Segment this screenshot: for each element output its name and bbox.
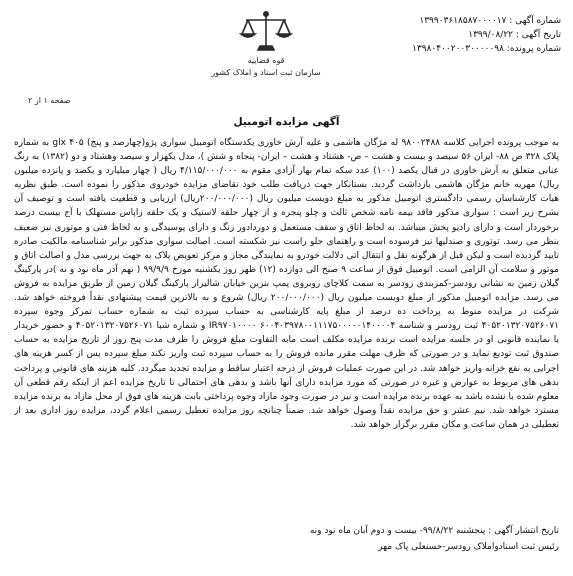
ad-date-label: تاریخ آگهی : xyxy=(515,30,561,40)
registration-org-label: سازمان ثبت اسناد و املاک کشور xyxy=(211,68,321,77)
publish-date: تاریخ انتشار آگهی : پنجشنبه ۹۹/۸/۲۲- بیست و دوم آبان ماه نود ونه xyxy=(309,526,559,536)
file-number-label: شماره پرونده: xyxy=(506,44,561,54)
judiciary-emblem xyxy=(211,8,321,92)
signature-line: رئیس ثبت اسنادواملاک رودسر-حسنعلی پاک مهر xyxy=(378,542,559,552)
judiciary-label: قوه قضاییه xyxy=(247,56,285,65)
ad-date-row xyxy=(311,28,561,42)
page-indicator: صفحه ۱ از ۲ xyxy=(28,96,71,105)
auction-body-text: به موجب پرونده اجرایی کلاسه ۹۸۰۰۲۴۸۸ له مژگان هاشمی و علیه آرش خاوری یکدستگاه اتومبیل سواری پژو(چهارصد و پنج) ۴۰۵ glx به شماره پلاک ۳۲۸ ص ۸۸- ایران ۵۶ سیصد و بیست و هشت – ص- هشتاد و هشت – ایران- پنجاه و شش )، مدل یکهزار و سیصد وهشتاد و دو (۱۳۸۲) به رنگ عنابی متعلق به آرش خاوری در قبال یکصد (۱۰۰) عدد سکه تمام بهار آزادی مقوم به ۴/۱۱۵/۰۰۰/۰۰۰ ریال ( چهار میلیارد و یکصد و پانزده میلیون ریال) مهریه خانم مژگان هاشمی بازداشت گردید. بستانکار جهت دریافت طلب خود تقاضای مزایده خودروی مذکور را نموده است. طبق نظریه هیات کارشناسان رسمی دادگستری اتومبیل مذکور به مبلغ دویست میلیون ریال (۲۰۰/۰۰۰/۰۰۰ریال) ارزیابی و قطعیت یافته است و توصیف آن بشرح زیر است : سواری مذکور فاقد بیمه نامه شخص ثالث و چلو پنجره و از چهار حلقه لاستیک و یک حلقه زاپاس مستهلک با آج بیست درصد برخوردار است و دارای رادیو پخش میباشد. به لحاظ اتاق و سقف مستعمل و دوردادور رنگ و دارای پوسیدگی و به لحاظ فنی و موتوری نیز ضعیف بنظر می رسد. توتوری و صندلیها نیز فرسوده است و راهنمای جلو راست نیز شکسته است. اصالت سواری مذکور برابر شناسنامه مالکیت صادره تایید گردیده است و لیکن قبل از هرگونه نقل و انتقال اتی دلالت خودرو به نمایندگی مجاز و مرکز تعویض پلاک به جهت بررسی مدل و اصالت اتاق و موتور و سلامت آن الزامی است. اتومبیل فوق از ساعت ۹ صبح الی دوازده (۱۲) ظهر روز یکشنبه مورخ ۹۹/۹/۹ ( نهم آذر ماه نود و نه )در پارکینگ گیلان زمین به نشانی رودسر-کمربندی رودسر به سمت کلاچای روبروی پمپ بنزین خیابان شالیزار پارکینگ گیلان زمین از طریق مزایده به فروش می رسد. مزایده اتومبیل مذکور از مبلغ دویست میلیون ریال (۲۰۰/۰۰۰/۰۰۰ ریال) شروع و به بالاترین قیمت پیشنهادی نقداً فروخته خواهد شد. شرکت در مزایده منوط به پرداخت ده درصد از مبلغ پایه کارشناسی به حساب سپرده ثبت به شماره حساب تمرکز وجوه سپرده ۴۰۵۲۰۱۳۲۰۷۵۲۶۰۷۱ ثبت رودسر و شناسه ۶۰۰۴۰۳۹۷۸۰۰۱۱۱۷۵۰۰۰۰۰۱۴۰۰۰۰۴ IR۹۷۰۱۰۰۰۰ و شماره شبا ۴۰۵۲۰۱۳۲۰۷۵۲۶۰۷۱ و حضور خریدار یا نماینده قانونی او در جلسه مزایده است برنده مزایده مکلف است مابه التفاوت مبلغ فروش را ظرف مدت پنج روز از تاریخ مزایده به حساب صندوق ثبت تودیع نماید و در صورتی که ظرف مهلت مقرر مانده فروش را به حساب سپرده ثبت واریز نکند مبلغ سپرده پس از کسر هزینه های اجرایی به نفع خزانه واریز خواهد شد. در این صورت عملیات فروش از درجه اعتبار ساقط و مزایده تجدید میگردد. کلیه هزینه های قانونی و پرداخت بدهی های مربوط به عوارض و غیره در صورتی که مورد مزایده دارای آنها باشد و بدهی های احتمالی تا تاریخ مزایده اعم از اینکه رقم قطعی آن معلوم شده یا نشده باشد به عهده برنده مزایده است و نیز در صورت وجود مازاد وجوه پرداختی بابت هزینه های فوق از محل مازاد به برنده مزایده مسترد خواهد شد. نیم عشر و حق مزایده نقداً وصول خواهد شد. ضمناً چنانچه روز مزایده تعطیل رسمی اعلام گردد، مزایده روز اداری بعد از تعطیلی در همان ساعت و مکان مقرر برگزار خواهد شد. xyxy=(14,138,559,430)
ad-number-row xyxy=(311,14,561,28)
file-number: ۱۳۹۸۰۴۰۰۲۰۰۳۰۰۰۰۰۹۸ xyxy=(412,44,504,54)
ad-number: ۱۳۹۹۰۳۶۱۸۵۸۷۰۰۰۰۱۷ xyxy=(419,16,507,26)
document-title: آگهی مزایده اتومبیل xyxy=(233,116,340,128)
scales-of-justice-icon xyxy=(216,8,316,56)
ad-date: ۱۳۹۹/۰۸/۲۲ xyxy=(468,30,514,40)
ad-number-label: شماره آگهی : xyxy=(509,16,561,26)
file-number-row xyxy=(311,42,561,56)
ad-metadata xyxy=(311,14,561,56)
